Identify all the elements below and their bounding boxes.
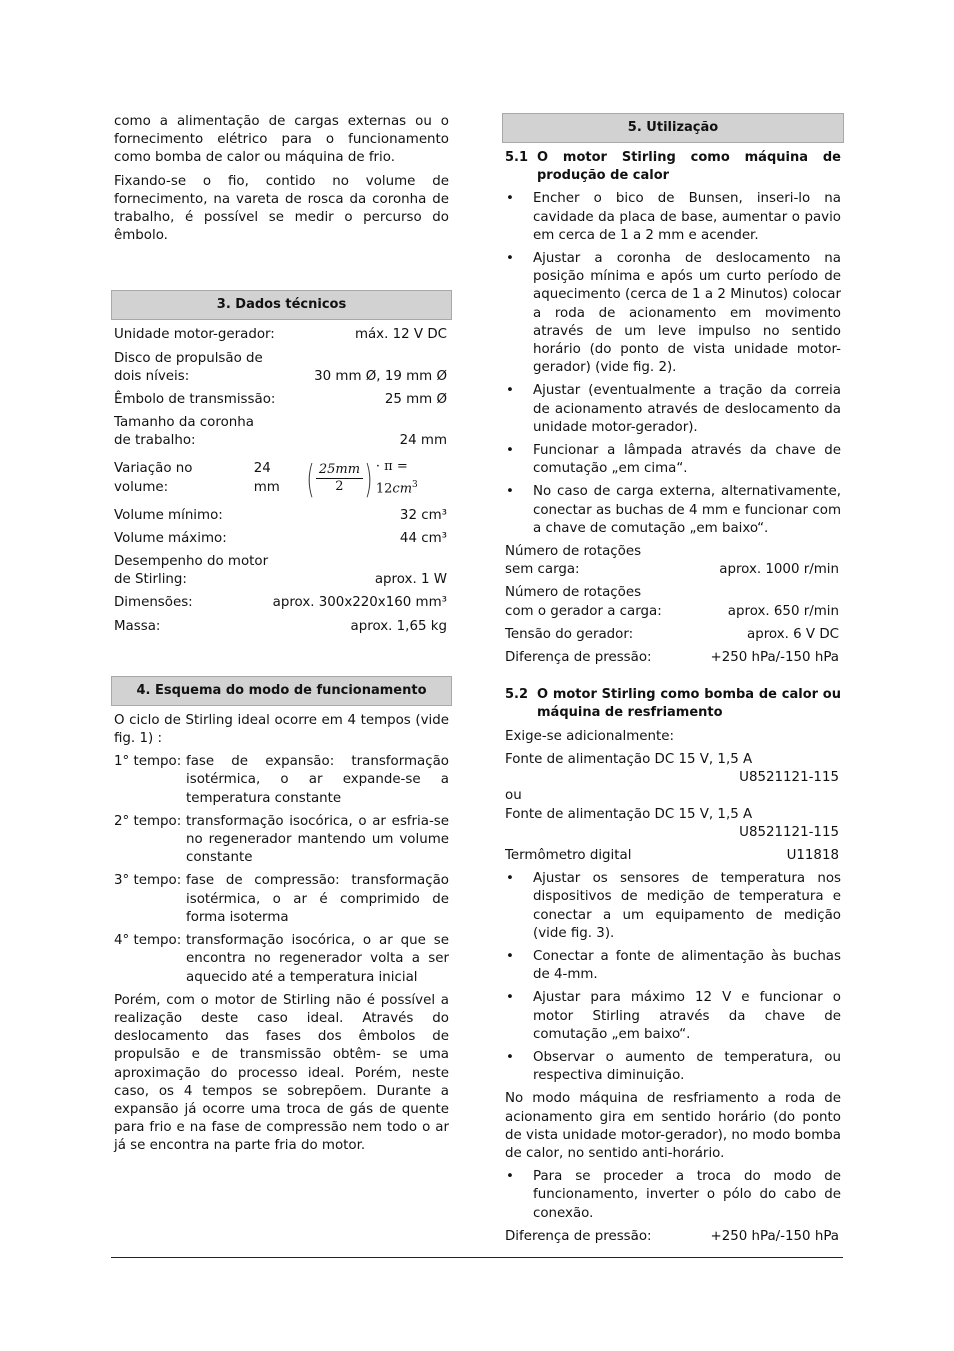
spec-row: Número de rotações sem carga: aprox. 1000 r/min bbox=[505, 544, 839, 578]
spec-row: Volume máximo: 44 cm³ bbox=[114, 530, 447, 546]
list-item: • Ajustar os sensores de temperatura nos dispositivos de medição de temperatura e conectar a um equipamento de medição (vide fig. 3). bbox=[506, 871, 841, 941]
spec-row: Diferença de pressão: +250 hPa/-150 hPa bbox=[505, 650, 839, 666]
list-item: • Para se proceder a troca do modo de funcionamento, inverter o pólo do cabo de conexão. bbox=[506, 1169, 841, 1221]
tempo-item: 4° tempo: transformação isocórica, o ar que se encontra no regenerador volta a ser aquecido até a temperatura inicial bbox=[114, 933, 449, 985]
scheme-intro: O ciclo de Stirling ideal ocorre em 4 tempos (vide fig. 1) : bbox=[114, 712, 449, 747]
formula-denominator: 2 bbox=[335, 479, 344, 495]
intro-paragraph-2: Fixando-se o fio, contido no volume de fornecimento, na vareta de rosca da coronha de trabalho, é possível se medir o percurso do êmbolo. bbox=[114, 173, 449, 244]
left-column bbox=[111, 113, 452, 1161]
bullet-list-5-1 bbox=[502, 190, 844, 538]
list-item: • Observar o aumento de temperatura, ou respectiva diminuição. bbox=[506, 1049, 841, 1084]
formula-value: 24 mm bbox=[253, 461, 280, 495]
formula-label: Variação no volume: bbox=[114, 461, 193, 495]
spec-row: Disco de propulsão de dois níveis: 30 mm Ø, 19 mm Ø bbox=[114, 350, 447, 384]
requires-text: Exige-se adicionalmente: bbox=[505, 728, 675, 744]
spec-row: Desempenho do motor de Stirling: aprox. 1 W bbox=[114, 554, 447, 588]
cooling-paragraph: No modo máquina de resfriamento a roda de acionamento gira em sentido horário (do ponto de vista unidade motor-gerador), no modo bomba de calor, no sentido anti-horário. bbox=[505, 1091, 841, 1161]
spec-row: Tamanho da coronha de trabalho: 24 mm bbox=[114, 415, 447, 449]
power-supply-2: Fonte de alimentação DC 15 V, 1,5 A U8521121-115 bbox=[505, 806, 839, 840]
spec-row: Êmbolo de transmissão: 25 mm Ø bbox=[114, 392, 447, 408]
thermometer-row: Termômetro digital U11818 bbox=[505, 847, 839, 863]
section-5-1-heading: 5.1 O motor Stirling como máquina de produção de calor bbox=[505, 150, 841, 184]
list-item: • Funcionar a lâmpada através da chave de comutação „em cima“. bbox=[506, 443, 841, 477]
or-text: ou bbox=[505, 788, 522, 804]
bullet-list-5-2 bbox=[502, 870, 844, 1085]
section-5-heading: 5. Utilização bbox=[502, 113, 844, 143]
scheme-outro: Porém, com o motor de Stirling não é possível a realização deste caso ideal. Através do deslocamento das fases dos êmbolos de propulsão e de transmissão obtêm- se uma aproximação do processo ideal. Porém, neste caso, os 4 tempos se sobrepõem. Durante a expansão já ocorre uma troca de gás de quente para frio e na fase de compressão nem todo o ar já se encontra na parte fria do motor. bbox=[114, 992, 449, 1154]
spec-row: Dimensões: aprox. 300x220x160 mm³ bbox=[114, 595, 447, 611]
footer-rule bbox=[111, 1257, 843, 1258]
spec-row: Tensão do gerador: aprox. 6 V DC bbox=[505, 626, 839, 642]
tempo-item: 1° tempo: fase de expansão: transformação isotérmica, o ar expande-se a temperatura constante bbox=[114, 754, 449, 806]
formula-fraction bbox=[316, 462, 363, 495]
list-item: • Ajustar a coronha de deslocamento na posição mínima e após um curto período de aquecimento (cerca de 1 a 2 Minutos) colocar a roda de acionamento em movimento através de um leve impulso no sentido horário (do ponto de vista unidade motor-gerador) (vide fig. 2). bbox=[506, 251, 841, 376]
volume-formula bbox=[111, 456, 452, 502]
section-5-2-heading: 5.2 O motor Stirling como bomba de calor ou máquina de resfriamento bbox=[505, 687, 841, 721]
list-item: • Encher o bico de Bunsen, inseri-lo na cavidade da placa de base, aumentar o pavio em cerca de 1 a 2 mm e acender. bbox=[506, 191, 841, 243]
bullet-list-mode bbox=[502, 1168, 844, 1223]
formula-numerator: 25mm bbox=[316, 462, 363, 479]
right-column bbox=[502, 113, 844, 1251]
section-4-heading: 4. Esquema do modo de funcionamento bbox=[111, 676, 452, 706]
power-supply-1: Fonte de alimentação DC 15 V, 1,5 A U8521121-115 bbox=[505, 751, 839, 786]
formula-result: · $\pi = 12cm^3$ bbox=[375, 459, 418, 497]
spec-row: Unidade motor-gerador: máx. 12 V DC bbox=[114, 327, 447, 343]
spec-row: Volume mínimo: 32 cm³ bbox=[114, 507, 447, 523]
list-item: • Ajustar (eventualmente a tração da correia de acionamento através de deslocamento da unidade motor-gerador). bbox=[506, 383, 841, 435]
spec-row: Número de rotações com o gerador a carga: aprox. 650 r/min bbox=[505, 585, 839, 619]
final-pressure-row: Diferença de pressão: +250 hPa/-150 hPa bbox=[505, 1228, 839, 1244]
tech-specs bbox=[111, 326, 452, 635]
intro-paragraph-1: como a alimentação de cargas externas ou o fornecimento elétrico para o funcionamento como bomba de calor ou máquina de frio. bbox=[114, 114, 449, 166]
tempo-item: 3° tempo: fase de compressão: transformação isotérmica, o ar é comprimido de forma isoterma bbox=[114, 873, 449, 925]
list-item: • Conectar a fonte de alimentação às buchas de 4-mm. bbox=[506, 948, 841, 983]
tempo-item: 2° tempo: transformação isocórica, o ar esfria-se no regenerador mantendo um volume constante bbox=[114, 813, 449, 866]
list-item: • Ajustar para máximo 12 V e funcionar o motor Stirling através da chave de comutação „em baixo“. bbox=[506, 990, 841, 1042]
section-3-heading: 3. Dados técnicos bbox=[111, 290, 452, 320]
list-item: • No caso de carga externa, alternativamente, conectar as buchas de 4 mm e funcionar com a chave de comutação „em baixo“. bbox=[506, 484, 841, 536]
spec-row: Massa: aprox. 1,65 kg bbox=[114, 618, 447, 634]
formula-expression: ( $\frac{25mm}{2}$ ) · $\pi = 12cm^3$ bbox=[303, 458, 447, 499]
